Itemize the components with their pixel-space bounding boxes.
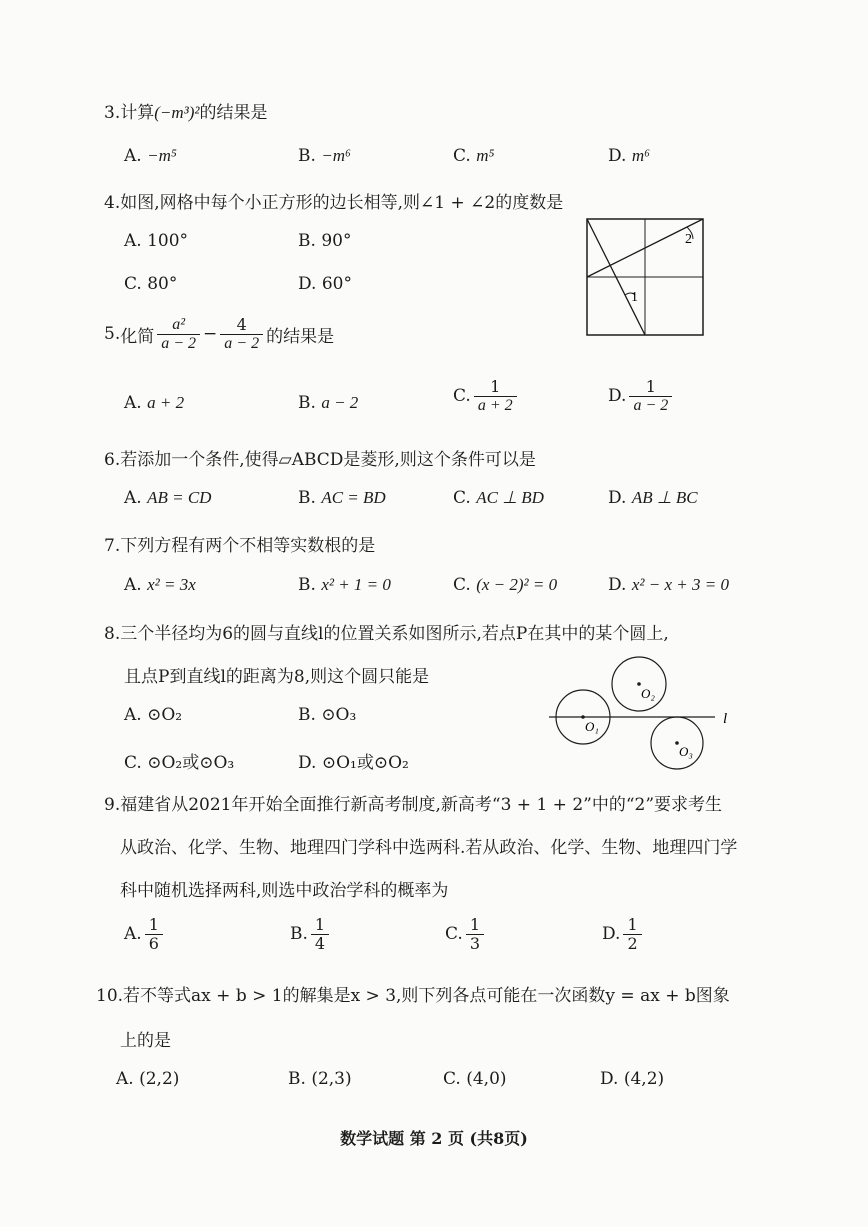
page-footer: 数学试题 第 2 页 (共8页) <box>340 1129 528 1148</box>
question-10-stem-line2 <box>120 1026 171 1051</box>
question-number: 6. <box>104 450 121 470</box>
option-b: B. AC = BD <box>298 488 386 508</box>
option-d: D. 60° <box>298 274 352 294</box>
option-a: A. AB = CD <box>124 488 212 508</box>
question-9-stem-line2 <box>120 833 737 858</box>
stem-text: 计算 <box>120 103 155 123</box>
circle-label-o3: O₃ <box>679 744 693 759</box>
question-number: 8. <box>104 624 121 644</box>
option-d: D. $\frac{1}{a - 2}$ <box>608 378 675 414</box>
option-a: A. −m⁵ <box>124 146 177 166</box>
stem-text: 三个半径均为6的圆与直线l的位置关系如图所示,若点P在其中的某个圆上, <box>120 624 669 644</box>
stem-text: 福建省从2021年开始全面推行新高考制度,新高考“3 + 1 + 2”中的“2”要求考生 <box>120 795 723 815</box>
question-3-stem <box>104 98 268 123</box>
option-a: A. $\frac{1}{6}$ <box>124 916 166 952</box>
option-d: D. $\frac{1}{2}$ <box>602 916 645 952</box>
stem-text: 化简 <box>120 326 155 347</box>
fraction: $\frac{1}{2}$ <box>623 916 641 952</box>
question-number: 4. <box>104 193 121 213</box>
question-10-stem <box>96 981 730 1006</box>
option-c: C. $\frac{1}{a + 2}$ <box>453 378 520 414</box>
circles-line-figure <box>545 648 745 770</box>
option-d: D. x² − x + 3 = 0 <box>608 575 729 595</box>
option-b: B. −m⁶ <box>298 146 351 166</box>
option-c: C. (x − 2)² = 0 <box>453 575 558 595</box>
fraction: $\frac{4}{a - 2}$ <box>220 316 263 352</box>
question-6-stem <box>104 445 536 470</box>
fraction: $\frac{1}{4}$ <box>311 916 329 952</box>
math-expression: (−m³)² <box>154 103 200 122</box>
stem-text: 若添加一个条件,使得▱ABCD是菱形,则这个条件可以是 <box>120 450 536 470</box>
angle-label-2: 2 <box>685 232 692 247</box>
question-5-stem: 5.化简 $\frac{\text{a²}}{a - 2}$ − $\frac{4}{a - 2}$ 的结果是 <box>104 315 335 352</box>
option-c: C. m⁵ <box>453 146 495 166</box>
option-d: D. AB ⊥ BC <box>608 488 698 508</box>
fraction: $\frac{1}{a - 2}$ <box>629 378 672 414</box>
option-b: B. (2,3) <box>288 1069 352 1089</box>
option-c: C. ⊙O₂或⊙O₃ <box>124 753 235 773</box>
option-c: C. AC ⊥ BD <box>453 488 544 508</box>
option-b: B. ⊙O₃ <box>298 705 357 725</box>
option-c: C. 80° <box>124 274 178 294</box>
question-number: 5. <box>104 324 121 345</box>
option-a: A. ⊙O₂ <box>124 705 183 725</box>
stem-text: 若不等式ax + b > 1的解集是x > 3,则下列各点可能在一次函数y = ax + b图象 <box>123 986 730 1006</box>
question-9-stem <box>104 790 722 815</box>
circle-label-o1: O₁ <box>585 719 599 734</box>
stem-text: 从政治、化学、生物、地理四门学科中选两科.若从政治、化学、生物、地理四门学 <box>120 838 738 858</box>
option-c: C. (4,0) <box>443 1069 507 1089</box>
stem-text: 上的是 <box>120 1031 171 1051</box>
stem-text: 且点P到直线l的距离为8,则这个圆只能是 <box>124 667 430 687</box>
stem-text: 科中随机选择两科,则选中政治学科的概率为 <box>120 881 449 901</box>
option-a: A. 100° <box>124 231 189 251</box>
option-b: B. a − 2 <box>298 393 359 413</box>
fraction: $\frac{1}{6}$ <box>145 916 163 952</box>
option-d: D. ⊙O₁或⊙O₂ <box>298 753 409 773</box>
question-8-stem-line2 <box>124 662 429 687</box>
question-number: 9. <box>104 795 121 815</box>
angle-label-1: 1 <box>631 290 638 305</box>
stem-text: 的结果是 <box>199 103 268 123</box>
question-8-stem <box>104 619 669 644</box>
fraction: $\frac{1}{a + 2}$ <box>474 378 517 414</box>
question-9-stem-line3 <box>120 876 448 901</box>
stem-text: 如图,网格中每个小正方形的边长相等,则∠1 + ∠2的度数是 <box>120 193 564 213</box>
option-a: A. (2,2) <box>116 1069 180 1089</box>
question-7-stem <box>104 531 375 556</box>
circle-label-o2: O₂ <box>641 686 655 701</box>
question-number: 7. <box>104 536 121 556</box>
stem-text: 下列方程有两个不相等实数根的是 <box>120 536 376 556</box>
option-a: A. a + 2 <box>124 393 185 413</box>
stem-text: 的结果是 <box>266 326 335 347</box>
option-a: A. x² = 3x <box>124 575 196 595</box>
fraction: $\frac{\text{a²}}{a - 2}$ <box>157 316 200 352</box>
question-number: 3. <box>104 103 121 123</box>
grid-angle-figure <box>583 215 707 339</box>
question-4-stem <box>104 188 563 213</box>
option-b: B. x² + 1 = 0 <box>298 575 391 595</box>
option-d: D. m⁶ <box>608 146 651 166</box>
option-d: D. (4,2) <box>600 1069 665 1089</box>
fraction: $\frac{1}{3}$ <box>466 916 484 952</box>
option-b: B. 90° <box>298 231 352 251</box>
option-c: C. $\frac{1}{3}$ <box>445 916 487 952</box>
question-number: 10. <box>96 986 124 1006</box>
line-label: l <box>723 711 728 727</box>
option-b: B. $\frac{1}{4}$ <box>290 916 332 952</box>
